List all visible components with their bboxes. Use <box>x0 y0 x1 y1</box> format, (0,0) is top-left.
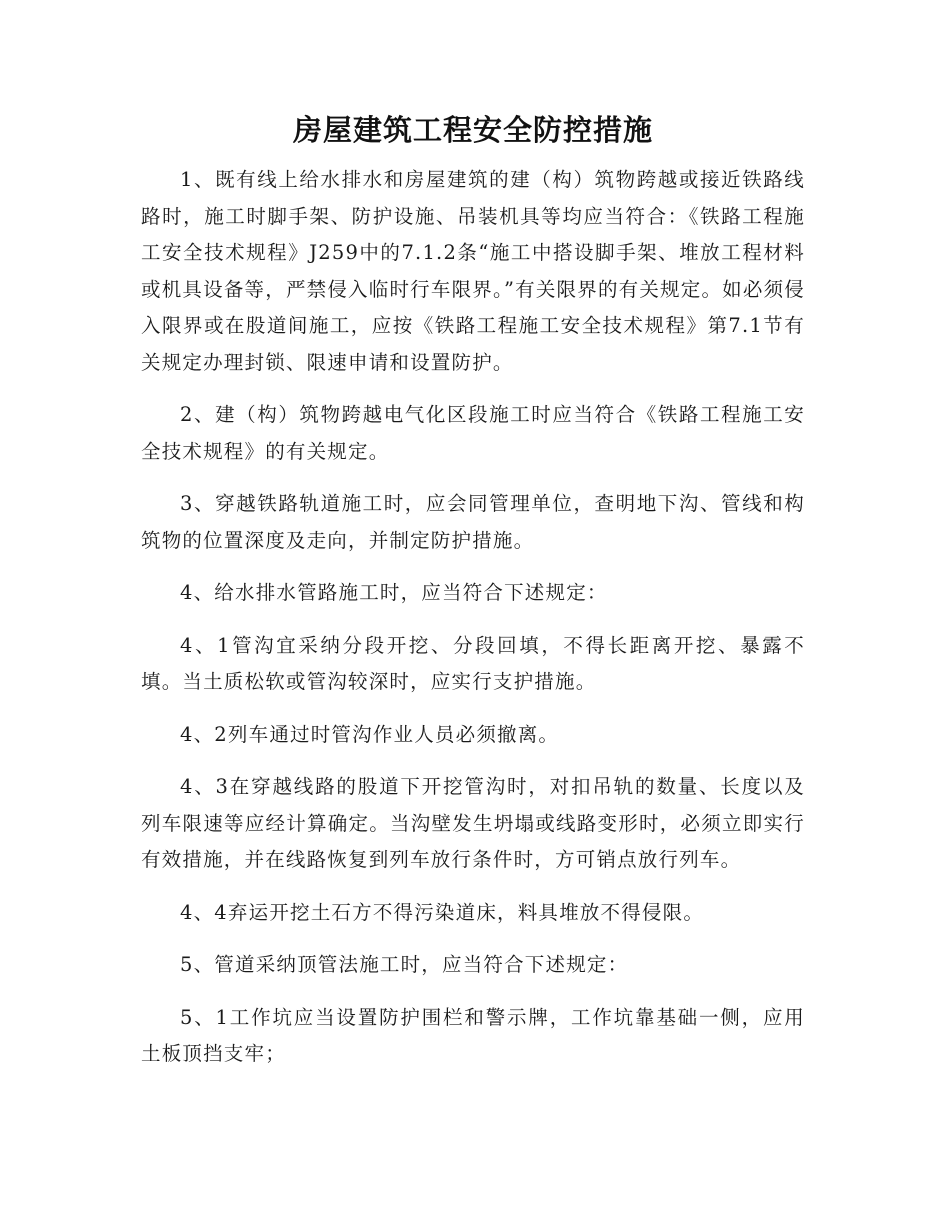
document-page <box>141 108 805 1089</box>
paragraph-2: 2、建（构）筑物跨越电气化区段施工时应当符合《铁路工程施工安全技术规程》的有关规定。 <box>141 403 805 463</box>
paragraph-4-2: 4、2列车通过时管沟作业人员必须撤离。 <box>180 722 560 746</box>
paragraph-4-1: 4、1管沟宜采纳分段开挖、分段回填，不得长距离开挖、暴露不填。当土质松软或管沟较深时，应实行支护措施。 <box>141 633 805 693</box>
paragraph-4: 4、给水排水管路施工时，应当符合下述规定： <box>180 581 608 604</box>
document-title: 房屋建筑工程安全防控措施 <box>292 113 653 147</box>
paragraph-1: 1、既有线上给水排水和房屋建筑的建（构）筑物跨越或接近铁路线路时，施工时脚手架、防护设施、吊装机具等均应当符合：《铁路工程施工安全技术规程》J259中的7.1.2条“施工中搭设脚手架、堆放工程材料或机具设备等，严禁侵入临时行车限界。”有关限界的有关规定。如必须侵入限界或在股道间施工，应按《铁路工程施工安全技术规程》第7.1节有关规定办理封锁、限速申请和设置防护。 <box>141 168 805 374</box>
paragraph-3: 3、穿越铁路轨道施工时，应会同管理单位，查明地下沟、管线和构筑物的位置深度及走向，并制定防护措施。 <box>141 492 805 552</box>
paragraph-5-1: 5、1工作坑应当设置防护围栏和警示牌，工作坑靠基础一侧，应用土板顶挡支牢； <box>141 1005 805 1065</box>
paragraph-4-4: 4、4弃运开挖土石方不得污染道床，料具堆放不得侵限。 <box>180 900 705 924</box>
paragraph-5: 5、管道采纳顶管法施工时，应当符合下述规定： <box>180 953 629 976</box>
paragraph-4-3: 4、3在穿越线路的股道下开挖管沟时，对扣吊轨的数量、长度以及列车限速等应经计算确定。当沟壁发生坍塌或线路变形时，必须立即实行有效措施，并在线路恢复到列车放行条件时，方可销点放行列车。 <box>141 775 805 871</box>
